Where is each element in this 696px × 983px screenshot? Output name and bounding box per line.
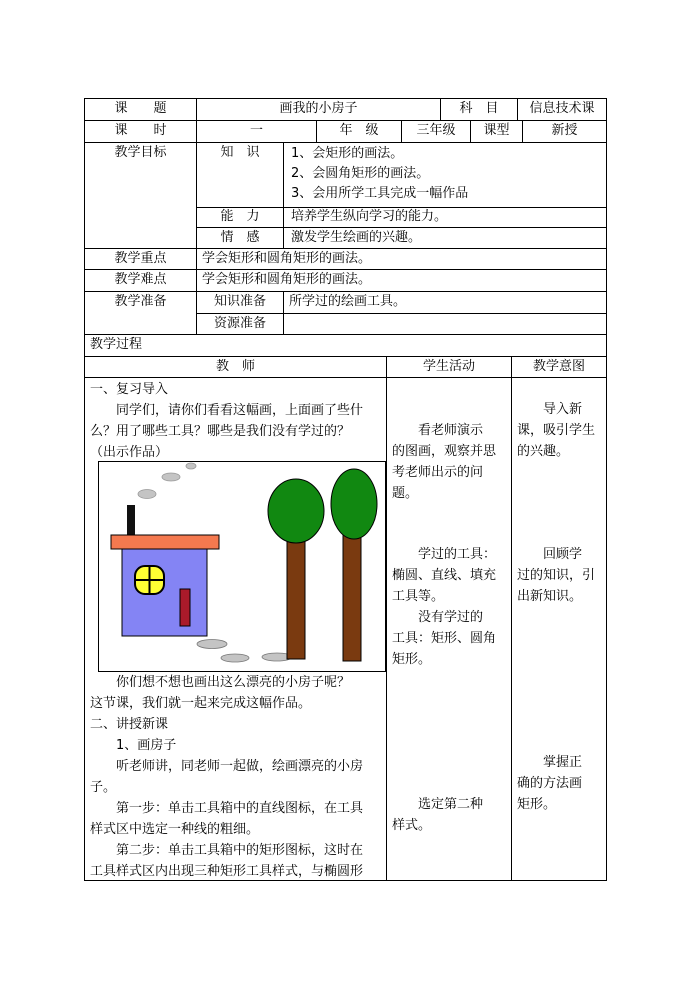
teacher-line: 听老师讲，同老师一起做，绘画漂亮的小房	[90, 759, 364, 774]
intent-1	[517, 399, 595, 462]
key-point-value: 学会矩形和圆角矩形的画法。	[202, 251, 372, 266]
teacher-line: 1、画房子	[90, 738, 177, 753]
teacher-line: 子。	[90, 780, 117, 795]
tree-foliage	[331, 469, 377, 539]
student-line: 的图画，观察并思	[392, 444, 497, 459]
teacher-line: 二、讲授新课	[90, 717, 169, 732]
teacher-line: （出示作品）	[90, 445, 169, 460]
intent-line: 课，吸引学生	[517, 423, 596, 438]
student-line: 没有学过的	[392, 610, 484, 625]
hours-label: 课 时	[114, 123, 167, 138]
teacher-line: 样式区中选定一种线的粗细。	[90, 822, 260, 837]
tree-trunk	[287, 531, 305, 659]
house-wall	[122, 548, 207, 636]
smoke-puff	[138, 490, 156, 499]
student-line: 看老师演示	[392, 423, 484, 438]
intent-line: 导入新	[517, 402, 583, 417]
student-line: 选定第二种	[392, 797, 484, 812]
teacher-line: 么？用了哪些工具？哪些是我们没有学过的？	[90, 424, 351, 439]
house-door	[180, 589, 190, 626]
knowledge-item-2: 2、会圆角矩形的画法。	[291, 166, 430, 181]
type-label: 课型	[483, 123, 510, 138]
tree-foliage	[268, 479, 324, 543]
hours-value: 一	[249, 123, 263, 138]
house-drawing	[98, 461, 386, 673]
teacher-line: 这节课，我们就一起来完成这幅作品。	[90, 696, 312, 711]
house-roof	[111, 535, 219, 549]
prep-knowledge-value: 所学过的绘画工具。	[289, 294, 407, 309]
teacher-line: 一、复习导入	[90, 382, 169, 397]
student-line: 学过的工具：	[392, 547, 497, 562]
student-line: 样式。	[392, 818, 432, 833]
student-line: 考老师出示的问	[392, 465, 484, 480]
teacher-line: 第二步：单击工具箱中的矩形图标，这时在	[90, 843, 364, 858]
knowledge-item-1: 1、会矩形的画法。	[291, 146, 404, 161]
teacher-line: 第一步：单击工具箱中的直线图标，在工具	[90, 801, 364, 816]
teacher-line: 你们想不想也画出这么漂亮的小房子呢？	[90, 675, 351, 690]
intent-line: 确的方法画	[517, 776, 583, 791]
teacher-line: 工具样式区内出现三种矩形工具样式，与椭圆形	[90, 864, 364, 879]
intent-line: 矩形。	[517, 797, 557, 812]
smoke-puff	[186, 463, 196, 469]
house-window	[135, 566, 164, 594]
lesson-title: 画我的小房子	[279, 101, 358, 116]
smoke-puff	[162, 473, 180, 481]
subject-value: 信息技术课	[529, 101, 595, 116]
tree-trunk	[343, 519, 361, 661]
objectives-label: 教学目标	[114, 145, 167, 160]
chimney	[127, 505, 135, 537]
prep-knowledge-label: 知识准备	[213, 294, 266, 309]
subject-label: 科 目	[459, 101, 499, 116]
teacher-body	[90, 672, 363, 882]
intent-line: 的兴趣。	[517, 444, 570, 459]
difficulty-label: 教学难点	[114, 272, 167, 287]
col-student: 学生活动	[422, 359, 475, 374]
intent-line: 出新知识。	[517, 589, 583, 604]
intent-line: 回顾学	[517, 547, 583, 562]
stepping-stone	[221, 654, 249, 662]
col-intent: 教学意图	[532, 359, 585, 374]
teacher-intro	[90, 379, 363, 463]
student-line: 椭圆、直线、填充	[392, 568, 497, 583]
grade-value: 三年级	[416, 123, 456, 138]
emotion-label: 情 感	[220, 230, 260, 245]
intent-3	[517, 752, 582, 815]
stepping-stone	[197, 640, 227, 649]
lesson-label: 课 题	[114, 101, 167, 116]
student-line: 矩形。	[392, 652, 432, 667]
difficulty-value: 学会矩形和圆角矩形的画法。	[202, 272, 372, 287]
student-line: 工具等。	[392, 589, 445, 604]
teacher-line: 同学们，请你们看看这幅画，上面画了些什	[90, 403, 364, 418]
knowledge-item-3: 3、会用所学工具完成一幅作品	[291, 186, 469, 201]
prep-resource-label: 资源准备	[213, 316, 266, 331]
emotion-value: 激发学生绘画的兴趣。	[291, 230, 422, 245]
intent-2	[517, 544, 595, 607]
intent-line: 过的知识，引	[517, 568, 596, 583]
student-line: 题。	[392, 486, 419, 501]
type-value: 新授	[551, 123, 578, 138]
knowledge-label: 知 识	[220, 145, 260, 160]
student-activity-3	[392, 794, 483, 836]
preparation-label: 教学准备	[114, 294, 167, 309]
ability-label: 能 力	[220, 209, 260, 224]
student-activity-2	[392, 544, 496, 670]
ability-value: 培养学生纵向学习的能力。	[291, 209, 448, 224]
student-line: 工具：矩形、圆角	[392, 631, 497, 646]
col-teacher: 教 师	[215, 359, 255, 374]
key-point-label: 教学重点	[114, 251, 167, 266]
process-title: 教学过程	[90, 337, 143, 352]
intent-line: 掌握正	[517, 755, 583, 770]
student-activity-1	[392, 420, 496, 504]
grade-label: 年 级	[339, 123, 379, 138]
